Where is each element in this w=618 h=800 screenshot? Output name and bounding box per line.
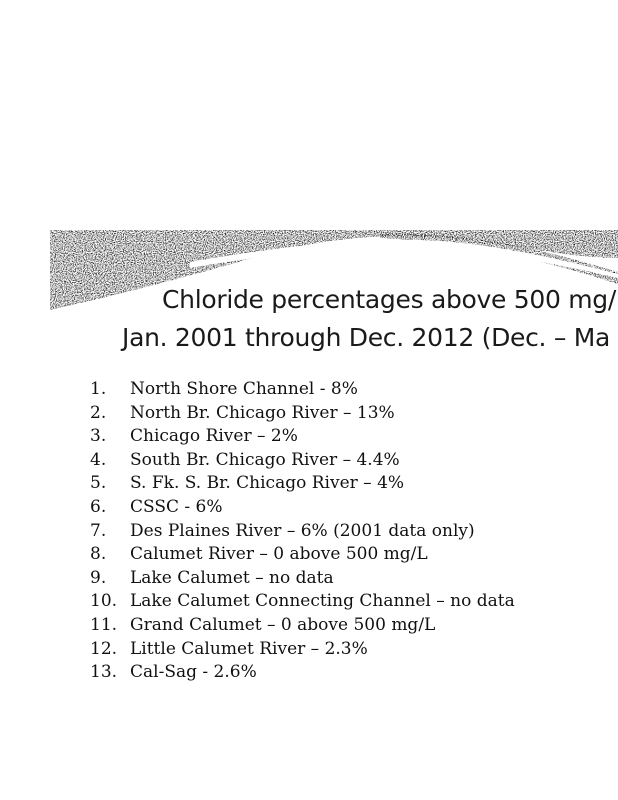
river-list bbox=[90, 378, 515, 685]
list-item bbox=[90, 425, 515, 449]
list-item bbox=[90, 614, 515, 638]
list-item bbox=[90, 449, 515, 473]
item-number: 10. bbox=[90, 591, 118, 612]
item-text: S. Fk. S. Br. Chicago River – 4% bbox=[130, 473, 405, 494]
item-text: Calumet River – 0 above 500 mg/L bbox=[130, 544, 428, 565]
list-item bbox=[90, 378, 515, 402]
item-number: 6. bbox=[90, 496, 107, 517]
item-text: Des Plaines River – 6% (2001 data only) bbox=[130, 520, 475, 541]
item-number: 13. bbox=[90, 662, 118, 683]
item-text: Lake Calumet – no data bbox=[130, 567, 334, 588]
item-number: 8. bbox=[90, 544, 107, 565]
list-item bbox=[90, 590, 515, 614]
item-text: Cal-Sag - 2.6% bbox=[130, 662, 257, 683]
list-item bbox=[90, 496, 515, 520]
item-text: North Br. Chicago River – 13% bbox=[130, 402, 395, 423]
item-text: Chicago River – 2% bbox=[130, 426, 298, 447]
item-text: CSSC - 6% bbox=[130, 496, 223, 517]
item-text: Little Calumet River – 2.3% bbox=[130, 638, 368, 659]
list-item bbox=[90, 472, 515, 496]
list-item bbox=[90, 402, 515, 426]
item-number: 1. bbox=[90, 379, 107, 399]
item-text: Lake Calumet Connecting Channel – no data bbox=[130, 591, 515, 612]
list-item bbox=[90, 638, 515, 662]
item-number: 12. bbox=[90, 638, 118, 659]
title-line-1: Chloride percentages above 500 mg/ bbox=[162, 285, 616, 314]
list-item bbox=[90, 520, 515, 544]
item-number: 4. bbox=[90, 449, 107, 470]
list-item bbox=[90, 543, 515, 567]
title-line-2: Jan. 2001 through Dec. 2012 (Dec. – Ma bbox=[122, 323, 610, 352]
item-text: South Br. Chicago River – 4.4% bbox=[130, 449, 400, 470]
item-number: 7. bbox=[90, 520, 107, 541]
list-item bbox=[90, 661, 515, 685]
item-number: 9. bbox=[90, 567, 107, 588]
item-text: North Shore Channel - 8% bbox=[130, 379, 358, 399]
item-number: 2. bbox=[90, 402, 107, 423]
item-number: 11. bbox=[90, 614, 118, 635]
item-number: 5. bbox=[90, 473, 107, 494]
list-item bbox=[90, 567, 515, 591]
item-number: 3. bbox=[90, 426, 107, 447]
item-text: Grand Calumet – 0 above 500 mg/L bbox=[130, 614, 436, 635]
